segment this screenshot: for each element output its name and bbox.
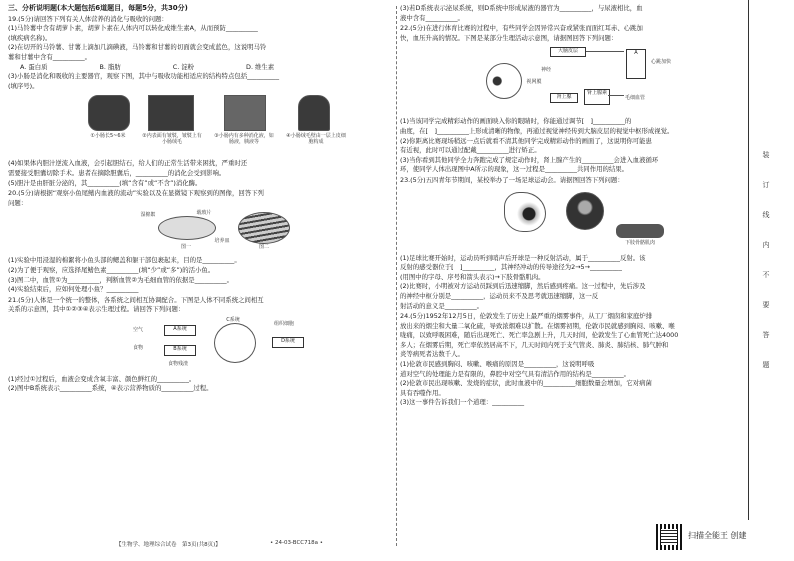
option-a: A. 蛋白质	[20, 62, 48, 71]
brain-image	[566, 192, 604, 230]
label-nerve: 神经	[540, 67, 551, 74]
intestine-figure	[8, 93, 392, 157]
q20-line: 问题：	[8, 198, 28, 207]
label-air: 空气	[132, 326, 143, 333]
q22-line: (2)你距离比赛现场稍远一点后就看不清其他同学完成精彩动作的画面了，这说明你可能患	[400, 136, 652, 145]
intestine-image-3	[224, 95, 266, 131]
q19-line: (填疾病名称)。	[8, 33, 52, 42]
q22-line: 有近视，此时可以通过配戴__________进行矫正。	[400, 146, 541, 155]
q21-line: 关系的示意图，其中①②③④表示生理过程。请回答下列问题：	[8, 305, 185, 314]
q20-line: (1)实验中用浸湿的棉絮将小鱼头部的鳃盖和躯干部包裹起来，目的是__________。	[8, 256, 241, 265]
label-dish: 培养皿	[214, 238, 230, 245]
adrenaline-box: 肾上腺素	[584, 89, 610, 105]
margin-char: 题	[762, 361, 770, 369]
q19-line: 需要接受胆囊切除手术。患者在摘除胆囊后，__________的消化会受到影响。	[8, 168, 226, 177]
q24-line: 炎等病死者达数千人。	[400, 350, 464, 359]
figure-caption: ③小肠内有多种消化液，如肠液，胰液等	[214, 133, 274, 146]
label-tissue-cells: 组织细胞	[273, 320, 294, 327]
column-divider	[396, 6, 397, 546]
q19-line: 19.(5分)请回答下列有关人体营养的消化与吸收的问题：	[8, 14, 168, 23]
q22-line: (3)当你看到其他同学全力奔跑完成了规定动作时，肾上腺产生的__________会进入血液循环	[400, 155, 659, 164]
q20-line: (2)为了便于观察，应选择尾鳍色素__________(填“少”或“多”)的活小鱼。	[8, 265, 215, 274]
q20-line: 20.(5分)请根据“观察小鱼尾鳍内血液的流动”实验以及在显微镜下观察到的图像，回答下列	[8, 189, 264, 198]
intestine-image-1	[88, 95, 130, 131]
q19-line: (2)在切开的马铃薯、甘薯上滴加几滴碘液，马铃薯和甘薯的切面就会变成蓝色，这说明马铃	[8, 43, 267, 52]
label-cotton: 湿棉絮	[140, 212, 156, 219]
q19-line: (5)胆汁是由肝脏分泌的，其__________(填“含有”或“不含”)消化酶。	[8, 178, 202, 187]
margin-char: 要	[762, 301, 770, 309]
section-title: 三、分析说明题(本大题包括6道题目，每题5分，共30分)	[8, 4, 188, 12]
q21-line: 21.(5分)人体是一个统一的整体，各系统之间相互协调配合。下图是人体不同系统之间相互	[8, 295, 264, 304]
fish-figure	[8, 210, 392, 254]
q24-line: 24.(5分)1952年12月5日，伦敦发生了历史上最严重的烟雾事件，从工厂烟囱和家庭炉排	[400, 312, 653, 321]
q24-line: 道对空气的处理能力是有限的，鼻腔中对空气具有清洁作用的结构是__________。	[400, 369, 631, 378]
q19-options	[8, 63, 392, 73]
label-retina: 视网膜	[526, 79, 542, 86]
q20-line: (4)实验结束后，应如何处理小鱼？__________	[8, 285, 139, 294]
q22-line: 曲度，在[ ]__________上形成清晰的物像，再通过视觉神经传到大脑皮层的视觉中枢形成视觉。	[400, 126, 674, 135]
q24-line: 具有吞噬作用。	[400, 388, 445, 397]
system-c-circle	[214, 323, 256, 363]
q23-line: (2)比赛时，小明被对方运动员踩到后迅速缩脚，然后感到疼痛。这一过程中，先后涉及	[400, 282, 646, 291]
right-column	[400, 4, 738, 408]
label-leg-muscle: 下肢骨骼肌肉	[624, 239, 655, 246]
margin-char: 答	[762, 331, 770, 339]
q23-line: 射活动的意义是__________。	[400, 301, 484, 310]
label-slide: 载玻片	[196, 210, 212, 217]
binding-line	[748, 0, 749, 520]
qr-code-icon	[656, 524, 682, 550]
q24-line: 放出来的烟尘和大量二氧化硫，导致浓烟难以扩散。在烟雾初期，伦敦市民就感到胸闷、咳嗽、喉	[400, 321, 675, 330]
margin-char: 线	[762, 211, 770, 219]
eyeball-image	[486, 63, 522, 99]
label-system-c: C系统	[226, 316, 240, 323]
label-capillary: 毛细血管	[624, 95, 645, 102]
reflex-diagram	[400, 188, 738, 252]
system-a-box: A系统	[164, 325, 196, 336]
q21-line: 液中含有__________。	[400, 13, 464, 22]
q24-line: 多人；在烟雾后期，死亡率依然居高不下，几天时间内死于支气管炎、肺炎、肺结核、肺气肿和	[400, 340, 669, 349]
q23-line: 的神经中枢分别是__________，运动员来不及思考就迅速缩脚，这一反	[400, 291, 599, 300]
label-fig1: 图一	[180, 244, 191, 251]
ear-image	[504, 192, 546, 232]
microscope-view	[238, 212, 290, 244]
adrenal-box: 肾上腺	[550, 93, 578, 103]
left-column	[8, 4, 392, 394]
q23-line: 23.(5分)五四青年节期间，某校举办了一场足球运动会。请据图回答下列问题：	[400, 175, 624, 184]
system-b-box: B系统	[164, 345, 196, 356]
eye-adrenal-diagram	[400, 45, 738, 115]
intestine-image-2	[148, 95, 194, 131]
leg-muscle-image	[616, 224, 664, 238]
margin-char: 订	[762, 181, 770, 189]
q22-line: (1)当该同学完成精彩动作的画面映入你的眼睛时，你能通过调节[ ]__________的	[400, 117, 632, 126]
q24-line: (1)伦敦市民感到胸闷、咳嗽、喉痛的原因是__________，这说明呼吸	[400, 360, 595, 369]
label-heartbeat: 心跳加快	[650, 59, 671, 66]
figure-caption: ①小肠长5~6米	[90, 133, 126, 140]
q20-line: (3)图二中，血管①为__________，判断血管②为毛细血管的依据是__________。	[8, 275, 234, 284]
page-code: • 24-03-BCC718a •	[270, 540, 323, 546]
label-residue: 食物残渣	[167, 360, 188, 367]
q21-line: (3)若D系统表示泌尿系统，则D系统中形成尿液的器官为__________，与尿液相比，血	[400, 4, 643, 12]
q23-line: 反射的感受器位于[ ]__________，其神经冲动的传导途径为2→5→__________	[400, 263, 622, 272]
q23-line: (用图中的字母、序号和箭头表示)→下肢骨骼肌肉。	[400, 272, 545, 281]
q21-line: (2)图中B系统表示__________系统，④表示营养物质的__________过程。	[8, 384, 213, 393]
margin-char: 内	[762, 241, 770, 249]
q23-line: (1)足球比赛开始时，运动员听到哨声后开球是一种反射活动，属于__________反射。该	[400, 253, 646, 262]
q22-line: 快，血压升高的情况。下图是某部分生理活动示意图，请据图回答下列问题：	[400, 33, 618, 42]
q19-line: (4)如果体内胆汁逆流入血液，会引起胆结石，给人们的正常生活带来困扰，严重时还	[8, 159, 248, 168]
scanner-brand: 扫描全能王 创建	[688, 531, 747, 540]
intestine-image-4	[298, 95, 330, 131]
q19-line: 薯和甘薯中含有__________。	[8, 52, 92, 61]
q21-line: (1)经过①过程后，血液会变成含氧丰富、颜色鲜红的__________。	[8, 374, 196, 383]
effect-a-box: A	[626, 49, 646, 79]
q24-line: (3)这一事件告诉我们一个道理：__________	[400, 398, 525, 407]
system-d-box: D系统	[272, 337, 304, 348]
margin-char: 不	[762, 271, 770, 279]
option-d: D. 维生素	[246, 62, 275, 71]
q19-line: (3)小肠是消化和吸收的主要器官，观察下图，其中与吸收功能相适应的结构特点包括__________	[8, 72, 280, 81]
page-footer: 【生物学、地理综合试卷 第3页(共8页)】	[116, 542, 221, 548]
petri-dish	[158, 216, 216, 240]
label-food: 食物	[132, 344, 143, 351]
q22-line: 环，使同学人体出现图中A所示的现象，这一过程是__________共同作用的结果。	[400, 165, 629, 174]
label-fig2: 图二	[258, 244, 269, 251]
q19-line: (1)马铃薯中含有胡萝卜素，胡萝卜素在人体内可以转化成维生素A，从而预防__________	[8, 24, 258, 33]
q24-line: 咙痛，以致呼吸困难，随后出现死亡、死亡率急剧上升，几天时间，伦敦发生了心血管死亡达4000	[400, 331, 679, 340]
figure-caption: ②内表面有皱襞，皱襞上有小肠绒毛	[142, 133, 202, 146]
q22-line: 22.(5分)在进行体育比赛的过程中，有些同学会因异常兴奋或紧张而面红耳赤、心跳加	[400, 24, 643, 33]
body-systems-diagram	[8, 317, 392, 373]
figure-caption: ④小肠绒毛壁由一层上皮细胞构成	[286, 133, 346, 146]
arrow-line	[608, 95, 624, 96]
option-b: B. 脂肪	[99, 62, 121, 71]
cortex-box: 大脑皮层	[550, 47, 586, 57]
q19-line: (填序号)。	[8, 81, 39, 90]
arrow-line	[586, 51, 624, 52]
margin-char: 装	[762, 151, 770, 159]
option-c: C. 淀粉	[172, 62, 195, 71]
q24-line: (2)伦敦市民出现咳嗽、发烧的症状，此时血液中的__________细胞数量会增加，它对病菌	[400, 379, 652, 388]
